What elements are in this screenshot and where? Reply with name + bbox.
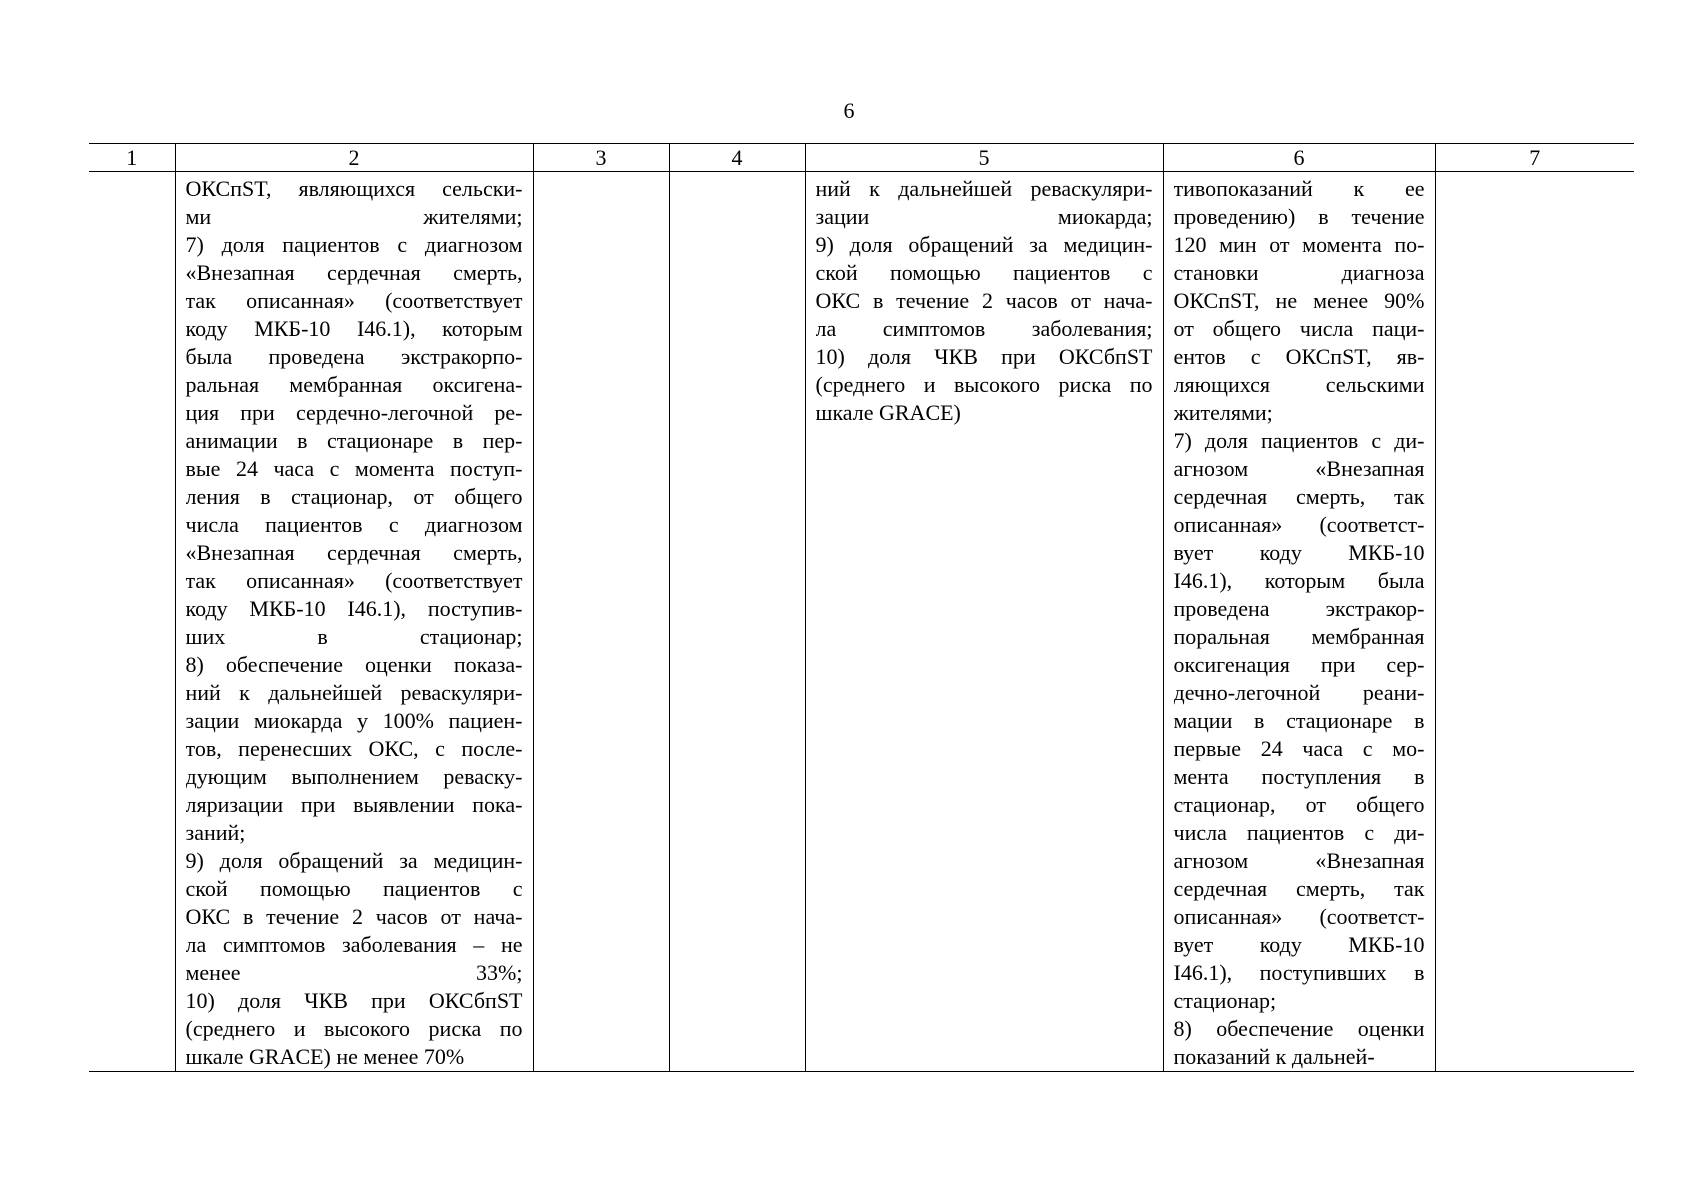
column-header-1: 1 bbox=[89, 144, 175, 172]
cell-text-line: ми жителями; bbox=[185, 204, 523, 229]
cell-text-line: дующим выполнением реваску- bbox=[185, 764, 523, 789]
header-row bbox=[89, 144, 1634, 172]
cell-text-line: заний; bbox=[185, 820, 246, 845]
cell-text-line: показаний к дальней- bbox=[1173, 1044, 1375, 1069]
cell-text-line: становки диагноза bbox=[1173, 260, 1425, 285]
cell-text-line: (среднего и высокого риска по bbox=[185, 1016, 523, 1041]
cell-text-line: ляризации при выявлении пока- bbox=[185, 792, 523, 817]
cell-text-line: проведению) в течение bbox=[1173, 204, 1425, 229]
cell-text-line: 9) доля обращений за медицин- bbox=[815, 232, 1153, 257]
cell-text-line: агнозом «Внезапная bbox=[1173, 848, 1425, 873]
cell-text-line: числа пациентов с диагнозом bbox=[185, 512, 523, 537]
cell-text-line: коду МКБ-10 I46.1), поступив- bbox=[185, 596, 523, 621]
cell-text-line: ОКС в течение 2 часов от нача- bbox=[185, 904, 523, 929]
cell-text-line: описанная» (соответст- bbox=[1173, 904, 1425, 929]
cell-text-line: проведена экстракор- bbox=[1173, 596, 1425, 621]
cell-text-line: 10) доля ЧКВ при ОКСбпST bbox=[185, 988, 523, 1013]
cell-text-line: стационар, от общего bbox=[1173, 792, 1425, 817]
page-number: 6 bbox=[843, 98, 855, 123]
cell-col-1 bbox=[89, 172, 175, 1072]
cell-text-line: мента поступления в bbox=[1173, 764, 1425, 789]
cell-text-line: оксигенация при сер- bbox=[1173, 652, 1425, 677]
cell-text-line: 8) обеспечение оценки bbox=[1173, 1016, 1425, 1041]
cell-text-line: ляющихся сельскими bbox=[1173, 372, 1425, 397]
cell-text-line: ция при сердечно-легочной ре- bbox=[185, 400, 523, 425]
cell-text-line: была проведена экстракорпо- bbox=[185, 344, 523, 369]
table-row bbox=[89, 172, 1634, 1072]
cell-text-line: ОКСпST, не менее 90% bbox=[1173, 288, 1425, 313]
cell-text-line: ления в стационар, от общего bbox=[185, 484, 523, 509]
cell-text-line: сердечная смерть, так bbox=[1173, 876, 1425, 901]
cell-text-line: так описанная» (соответствует bbox=[185, 568, 523, 593]
cell-text-line: «Внезапная сердечная смерть, bbox=[185, 260, 523, 285]
cell-text-line: «Внезапная сердечная смерть, bbox=[185, 540, 523, 565]
cell-text-line: 7) доля пациентов с ди- bbox=[1173, 428, 1425, 453]
cell-text-line: мации в стационаре в bbox=[1173, 708, 1425, 733]
cell-text-line: описанная» (соответст- bbox=[1173, 512, 1425, 537]
cell-text-line: I46.1), поступивших в bbox=[1173, 960, 1425, 985]
cell-col-7 bbox=[1435, 172, 1634, 1072]
column-header-6: 6 bbox=[1163, 144, 1435, 172]
column-header-7: 7 bbox=[1435, 144, 1634, 172]
cell-text-line: стационар; bbox=[1173, 988, 1277, 1013]
cell-text-line: 7) доля пациентов с диагнозом bbox=[185, 232, 523, 257]
column-header-2: 2 bbox=[175, 144, 533, 172]
cell-text-line: 120 мин от момента по- bbox=[1173, 232, 1425, 257]
cell-col-5 bbox=[805, 172, 1163, 1072]
cell-text-line: ний к дальнейшей реваскуляри- bbox=[815, 176, 1153, 201]
cell-text-line: ших в стационар; bbox=[185, 624, 523, 649]
cell-text-line: 10) доля ЧКВ при ОКСбпST bbox=[815, 344, 1153, 369]
cell-text-line: шкале GRACE) bbox=[815, 400, 961, 425]
cell-text-line: поральная мембранная bbox=[1173, 624, 1425, 649]
cell-text-line: ОКСпST, являющихся сельски- bbox=[185, 176, 523, 201]
cell-text-line: ОКС в течение 2 часов от нача- bbox=[815, 288, 1153, 313]
cell-col-4 bbox=[669, 172, 805, 1072]
cell-text-line: вые 24 часа с момента поступ- bbox=[185, 456, 523, 481]
cell-text-line: ской помощью пациентов с bbox=[815, 260, 1153, 285]
cell-text-line: 8) обеспечение оценки показа- bbox=[185, 652, 523, 677]
cell-text-line: ентов с ОКСпST, яв- bbox=[1173, 344, 1425, 369]
cell-text-line: жителями; bbox=[1173, 400, 1273, 425]
cell-text-line: дечно-легочной реани- bbox=[1173, 680, 1425, 705]
cell-text-line: зации миокарда; bbox=[815, 204, 1153, 229]
cell-text-line: анимации в стационаре в пер- bbox=[185, 428, 523, 453]
cell-text-line: от общего числа паци- bbox=[1173, 316, 1425, 341]
cell-text-line: вует коду МКБ-10 bbox=[1173, 540, 1425, 565]
cell-text-line: I46.1), которым была bbox=[1173, 568, 1425, 593]
cell-text-line: ний к дальнейшей реваскуляри- bbox=[185, 680, 523, 705]
cell-text-line: ла симптомов заболевания – не bbox=[185, 932, 523, 957]
cell-col-2 bbox=[175, 172, 533, 1072]
cell-text-line: ральная мембранная оксигена- bbox=[185, 372, 523, 397]
cell-text-line: ской помощью пациентов с bbox=[185, 876, 523, 901]
cell-text-line: тивопоказаний к ее bbox=[1173, 176, 1425, 201]
cell-text-line: так описанная» (соответствует bbox=[185, 288, 523, 313]
cell-text-line: коду МКБ-10 I46.1), которым bbox=[185, 316, 523, 341]
cell-text-line: ла симптомов заболевания; bbox=[815, 316, 1153, 341]
cell-col-6 bbox=[1163, 172, 1435, 1072]
cell-text-line: сердечная смерть, так bbox=[1173, 484, 1425, 509]
cell-text-line: (среднего и высокого риска по bbox=[815, 372, 1153, 397]
cell-text-line: числа пациентов с ди- bbox=[1173, 820, 1425, 845]
cell-text-line: 9) доля обращений за медицин- bbox=[185, 848, 523, 873]
column-header-3: 3 bbox=[533, 144, 669, 172]
document-table bbox=[89, 143, 1634, 1072]
cell-col-3 bbox=[533, 172, 669, 1072]
cell-text-line: тов, перенесших ОКС, с после- bbox=[185, 736, 523, 761]
cell-text-line: шкале GRACE) не менее 70% bbox=[185, 1044, 465, 1069]
cell-text-line: агнозом «Внезапная bbox=[1173, 456, 1425, 481]
cell-text-line: первые 24 часа с мо- bbox=[1173, 736, 1425, 761]
cell-text-line: менее 33%; bbox=[185, 960, 523, 985]
cell-text-line: зации миокарда у 100% пациен- bbox=[185, 708, 523, 733]
cell-text-line: вует коду МКБ-10 bbox=[1173, 932, 1425, 957]
column-header-4: 4 bbox=[669, 144, 805, 172]
column-header-5: 5 bbox=[805, 144, 1163, 172]
